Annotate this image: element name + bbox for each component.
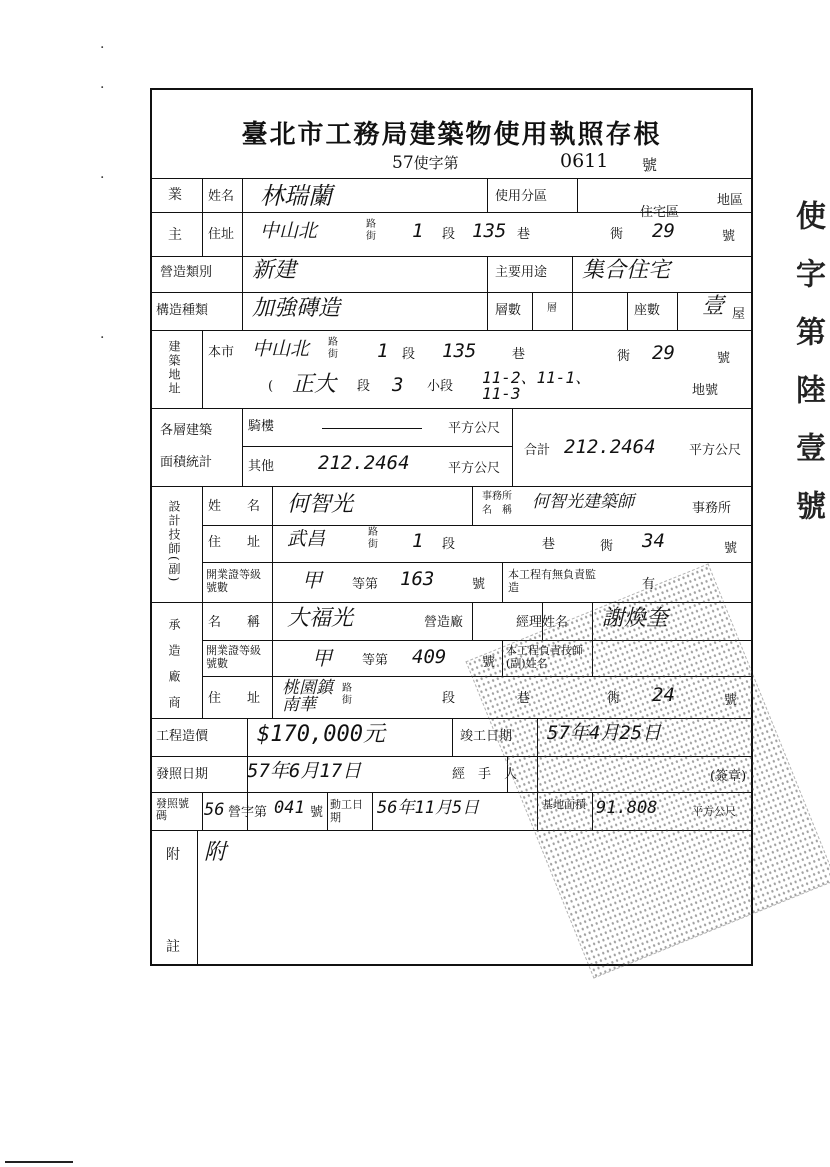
bottom-rule <box>5 1161 73 1163</box>
contractor-label: 承造廠商 <box>167 618 181 722</box>
site-area: 91.808 <box>596 798 658 818</box>
cost-value: $170,000元 <box>257 722 385 747</box>
remark-note: 附 <box>204 840 227 865</box>
office-name: 何智光建築師 <box>532 492 634 512</box>
owner-name: 林瑞蘭 <box>260 182 332 210</box>
side-annotation: 使字第陸壹號 <box>790 200 825 548</box>
permit-form: 臺北市工務局建築物使用執照存根 57使字第 0611 號 業 姓名 林瑞蘭 使用分區 地區 住宅區 主 住址 中山北 路 街 1 段 135 巷 衖 29 號 營造類別 新建 主要用途 集合住宅 構造種類 加強磚造 層數 層 座數 壹 屋 建築地址 本市 中山北 路 街 1 段 135 巷 衖 29 號 ( 正大 段 3 小段 11-2、11-1、11-3 地號 各層建築 面積統計 騎樓 平方公尺 其他 212.2464 平方公尺 合計 212.2464 平方公尺 設計技師(副) 姓 名 何智光 事務所 名 稱 何智光建築師 事務所 住 址 武昌 路 街 1 段 巷 衖 34 號 開業證等級號數 甲 等第 163 號 本工程有無負責監造 有 承造廠商 名 稱 大福光 營造廠 經理姓名 謝煥奎 開業證等級號數 甲 等第 409 號 本工程負責技師(副)姓名 住 址 桃園鎮南華 路 街 段 巷 衖 24 號 工程造價 $170,000元 竣工日期 57年4月25日 發照日期 57年6月17日 經 手 人 (簽章) 發照號碼 56 營字第 041 號 動工日期 56年11月5日 基地面積 91.808 平方公尺 附 註 附 <box>150 88 753 966</box>
structure: 加強磚造 <box>252 296 341 321</box>
permit-no-value: 0611 <box>560 150 609 172</box>
use-zone-label: 使用分區 <box>495 189 548 204</box>
permit-number: 57使字第 0611 號 <box>392 150 658 174</box>
site-addr-label: 建築地址 <box>167 340 181 396</box>
contractor-name: 大福光 <box>287 606 354 631</box>
start-date: 56年11月5日 <box>377 798 480 818</box>
designer-label: 設計技師(副) <box>167 500 181 584</box>
zone-value: 住宅區 <box>640 205 680 220</box>
owner-label-a: 業 <box>168 187 182 203</box>
issue-date: 57年6月17日 <box>247 760 362 782</box>
manager-name: 謝煥奎 <box>602 606 669 631</box>
site-road: 中山北 <box>252 338 310 360</box>
contractor-no: 409 <box>412 646 447 668</box>
total-area: 212.2464 <box>564 436 656 458</box>
build-type: 新建 <box>252 258 297 283</box>
designer-no: 163 <box>400 568 435 590</box>
other-area: 212.2464 <box>318 452 410 474</box>
site-lots: 11-2、11-1、11-3 <box>482 368 592 403</box>
owner-road: 中山北 <box>260 220 318 242</box>
blocks: 壹 <box>702 294 725 319</box>
name-label: 姓名 <box>208 189 235 204</box>
form-title: 臺北市工務局建築物使用執照存根 <box>241 120 662 150</box>
finish-date: 57年4月25日 <box>547 722 662 744</box>
main-use: 集合住宅 <box>582 258 671 283</box>
designer-name: 何智光 <box>287 492 354 517</box>
